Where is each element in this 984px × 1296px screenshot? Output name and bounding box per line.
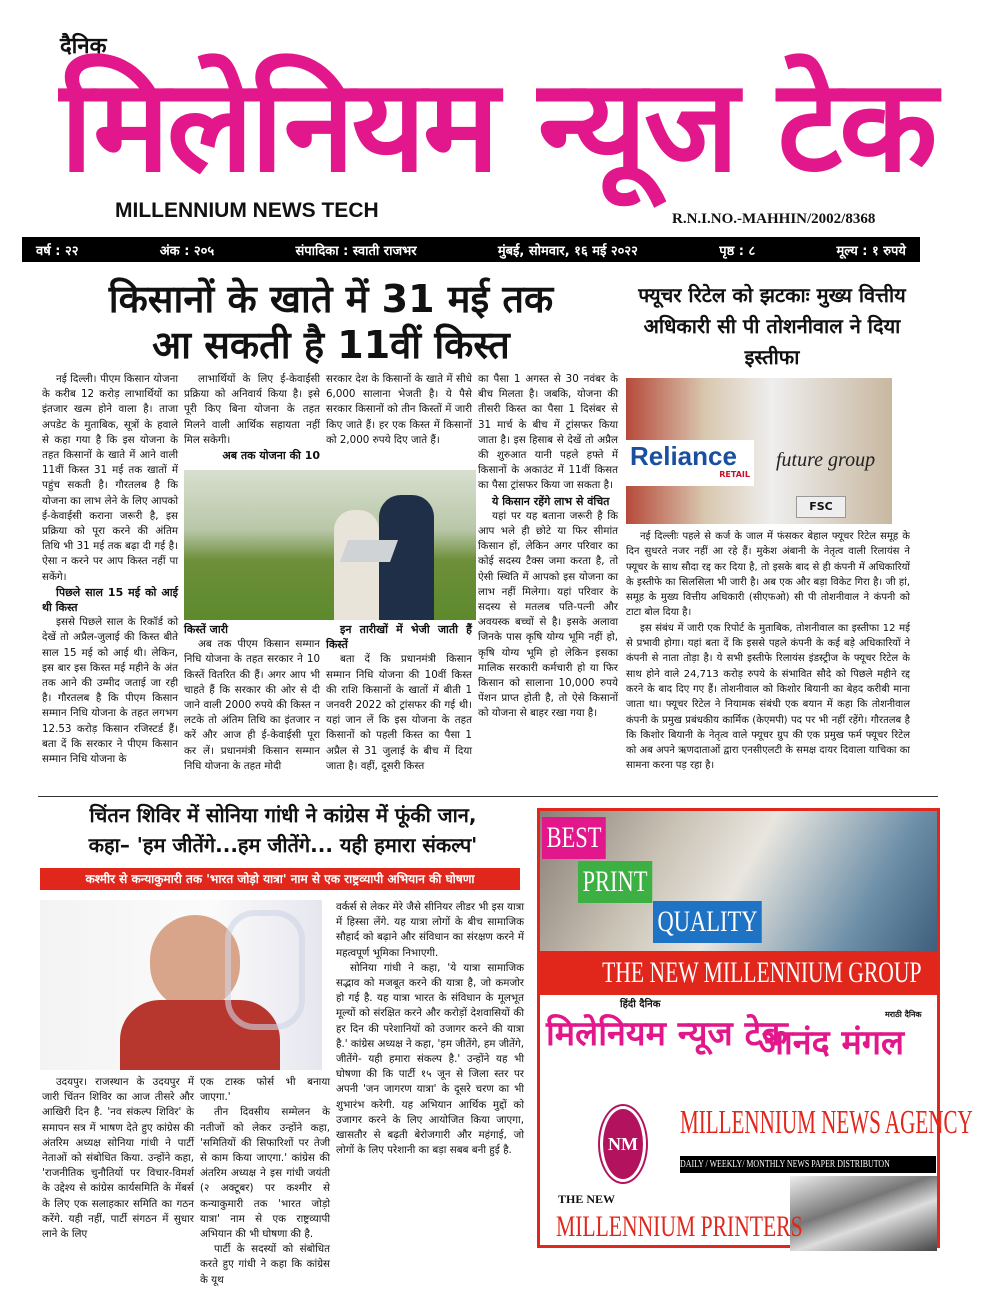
ad-best-label: BEST <box>542 817 606 859</box>
subheading: ये किसान रहेंगे लाभ से वंचित <box>492 494 610 508</box>
sonia-headline <box>38 800 528 860</box>
future-retail-headline: फ्यूचर रिटेल को झटकाः मुख्य वित्तीय अधिकारी सी पी तोशनीवाल ने दिया इस्तीफा <box>638 283 906 369</box>
issue: अंक : २०५ <box>159 243 215 259</box>
kisan-column-3-top <box>326 372 472 462</box>
page-number: पृष्ठ : ८ <box>719 243 756 259</box>
paragraph: का पैसा 1 अगस्त से 30 नवंबर के बीच मिलता है। जबकि, योजना की तीसरी किस्त का पैसा 1 दिसंबर से 31 मार्च के बीच में ट्रांसफर किया जाता है। इस हिसाब से देखें तो अप्रैल की शुरुआत यानी पहले हफ्ते में किसानों के अकाउंट में 11वीं किसत का पैसा ट्रांसफर किया जा सकता है। <box>478 373 618 492</box>
year: वर्ष : २२ <box>36 243 79 259</box>
rni-number: R.N.I.NO.-MAHHIN/2002/8368 <box>672 211 876 227</box>
masthead-daily-label: दैनिक <box>60 34 107 59</box>
ad-group-banner <box>540 951 937 995</box>
ad-news-agency: MILLENNIUM NEWS AGENCY <box>680 1104 973 1141</box>
ad-printers-prefix: THE NEW <box>558 1192 616 1206</box>
paragraph: इससे पिछले साल के रिकॉर्ड को देखें तो अप्रैल-जुलाई की किस्त बीते साल 15 मई को आई थी। लेकिन, इस बार इस किस्त मई महीने के अंत तक आने की उम्मीद जताई जा रही है। गौरतलब है कि पीएम किसान सम्मान निधि योजना के तहत लगभग 12.53 करोड़ किसान रजिस्टर्ड हैं। बता दें कि सरकार ने पीएम किसान सम्मान निधि योजना के <box>42 616 178 766</box>
sonia-headline-line-2: कहा– 'हम जीतेंगे...हम जीतेंगे... यही हमारा संकल्प' <box>88 833 478 857</box>
subheading: इन तारीखों में भेजी जाती हैं किस्तें <box>326 623 472 652</box>
paragraph: वर्कर्स से लेकर मेरे जैसे सीनियर लीडर भी इस यात्रा में हिस्सा लेंगे. यह यात्रा लोगों के बीच सामाजिक सौहार्द को बढ़ाने और संविधान का संरक्षण करने में महत्वपूर्ण भूमिका निभाएगी. <box>336 901 524 959</box>
ad-marathi-daily-label: मराठी दैनिक <box>885 1010 922 1019</box>
sonia-gandhi-photo <box>40 900 322 1070</box>
paragraph: सोनिया गांधी ने कहा, 'ये यात्रा सामाजिक सद्भाव को मजबूत करने की यात्रा है, जो कमजोर हो गई है. यह यात्रा भारत के संविधान के मूलभूत मूल्यों को संरक्षित करने और करोड़ों देशवासियों की हर दिन की परेशानियों को उजागर करने की यात्रा है.' कांग्रेस अध्यक्ष ने कहा, 'हम जीतेंगे, हम जीतेंगे, जीतेंगे- यही हमारा संकल्प है.' उन्होंने यह भी घोषणा की कि पार्टी १५ जून से जिला स्तर पर अपनी 'जन जागरण यात्रा' के दूसरे चरण का भी शुभारंभ करेगी. यह अभियान आर्थिक मुद्दों को उजागर करने के लिए आयोजित किया जाएगा, खासतौर से बढ़ती बेरोजगारी और महंगाई, जो लोगों के लिए परेशानी का बड़ा सबब बनी हुई है. <box>336 961 524 1157</box>
sonia-column-1 <box>42 1075 194 1255</box>
ad-agency-tag-bar <box>680 1156 936 1173</box>
farmer-figure <box>334 510 379 620</box>
price: मूल्य : १ रुपये <box>836 243 906 259</box>
kisan-headline-line-1: किसानों के खाते में 31 मई तक <box>108 277 554 321</box>
kisan-headline <box>40 276 622 368</box>
reliance-logo-text: Reliance <box>630 441 737 471</box>
paragraph: पार्टी के सदस्यों को संबोधित करते हुए गांधी ने कहा कि कांग्रेस के यूथ <box>200 1243 330 1286</box>
subheading: किस्तें जारी <box>184 623 229 636</box>
sonia-subheadline: कश्मीर से कन्याकुमारी तक 'भारत जोड़ो यात्रा' नाम से एक राष्ट्रव्यापी अभियान की घोषणा <box>40 868 520 890</box>
future-retail-body <box>626 529 910 791</box>
paragraph: सरकार देश के किसानों के खाते में सीधे 6,000 सालाना भेजती है। ये पैसे सरकार किसानों को तीन किस्तों में जारी किए जाते हैं। हर एक किस्त में किसानों को 2,000 रुपये दिए जाते हैं। <box>326 373 472 446</box>
ad-print-label: PRINT <box>578 861 652 903</box>
subheading: पिछले साल 15 मई को आई थी किस्त <box>42 585 178 615</box>
paragraph: यहां पर यह बताना जरूरी है कि आप भले ही छोटे या फिर सीमांत किसान हों, लेकिन अगर परिवार का कोई सदस्य टैक्स जमा करता है, तो ऐसी स्थिति में आपको इस योजना का लाभ नहीं मिलेगा। यहां परिवार के सदस्य से मतलब पति-पत्नी और अवयस्क बच्चों से है। इसके अलावा जिनके पास कृषि योग्य भूमि नहीं हो, कृषि योग्य भूमि हो लेकिन इसका मालिक सरकारी कर्मचारी हो या फिर किसान को सालाना 10,000 रुपये पेंशन प्राप्त होती है, तो ऐसे किसानों को योजना से बाहर रखा गया है। <box>478 509 618 720</box>
paragraph: अब तक पीएम किसान सम्मान निधि योजना के तहत सरकार ने 10 किस्तें वितरित की हैं। अगर आप भी चाहते हैं कि सरकार की ओर से दी जाने वाली 2000 रुपये की किस्त न लटके तो अंतिम तिथि का इंतजार न करें और आज ही ई-केवाईसी पूरा कर लें। प्रधानमंत्री किसान सम्मान निधि योजना के तहत मोदी <box>184 638 320 772</box>
kisan-column-2-bottom <box>184 622 320 790</box>
retail-logo-text: RETAIL <box>719 470 750 479</box>
sonia-headline-line-1: चिंतन शिविर में सोनिया गांधी ने कांग्रेस में फूंकी जान, <box>89 803 477 827</box>
reliance-logo <box>626 440 754 486</box>
masthead-english-title: MILLENNIUM NEWS TECH <box>115 199 379 222</box>
paragraph: तीन दिवसीय सम्मेलन के नतीजों को लेकर उन्होंने कहा, 'समितियों की सिफारिशों पर तेजी से काम किया जाएगा.' कांग्रेस की अंतरिम अध्यक्ष ने इस गांधी जयंती (२ अक्टूबर) पर कश्मीर से कन्याकुमारी तक 'भारत जोड़ो यात्रा' नाम से एक राष्ट्रव्यापी अभियान की भी घोषणा की है. <box>200 1106 330 1241</box>
paragraph: नई दिल्ली। पीएम किसान योजना के करीब 12 करोड़ लाभार्थियों का इंतजार खत्म होने वाला है। ताजा अपडेट के मुताबिक, सूत्रों के हवाले से कहा गया है कि इस योजना के तहत किसानों के खाते में आने वाली 11वीं किस्त 31 मई तक खातों में पहुंच सकती है। गौरतलब है कि योजना का लाभ लेने के लिए आपको ई-केवाईसी कराना जरूरी है, इस प्रक्रिया को पूरा करने की अंतिम तिथि भी 31 मई तक बढ़ा दी गई है। ऐसा न करने पर आप किस्त नहीं पा सकेंगे। <box>42 373 178 583</box>
ad-hindi-daily-label: हिंदी दैनिक <box>620 999 661 1010</box>
ad-quality-label: QUALITY <box>653 901 762 943</box>
newspaper-stack-photo <box>790 1176 937 1251</box>
ad-printers-name: MILLENNIUM PRINTERS <box>556 1210 803 1243</box>
kisan-headline-line-2: आ सकती है 11वीं किस्त <box>152 323 510 367</box>
sonia-column-2 <box>200 1075 330 1286</box>
ad-paper-anand-mangal: आनंद मंगल <box>758 1023 905 1063</box>
ad-paper-millennium-news-tech: मिलेनियम न्यूज टेक <box>546 1014 788 1054</box>
kisan-column-4 <box>478 372 618 790</box>
kisan-column-2-top <box>184 372 320 470</box>
editor: संपादिका : स्वाती राजभर <box>295 243 417 259</box>
kisan-column-3-bottom <box>326 622 472 790</box>
paragraph: एक टास्क फोर्स भी बनाया जाएगा.' <box>200 1076 330 1104</box>
fsc-sign: FSC <box>796 496 846 518</box>
hand-symbol-backdrop <box>225 910 305 1030</box>
paragraph: नई दिल्लीः पहले से कर्ज के जाल में फंसकर बेहाल फ्यूचर रिटेल समूह के दिन सुधरते नजर नहीं आ रहे हैं। मुकेश अंबानी के नेतृत्व वाली रिलायंस ने फ्यूचर के साथ सौदा रद्द कर दिया है, तो इसके बाद से ही कंपनी में अधिकारियों के इस्तीफे का सिलसिला भी जारी है। अब एक और बड़ा विकेट गिरा है। जी हां, समूह के मुख्य वित्तीय अधिकारी (सीएफओ) सी पी तोशनीवाल ने कंपनी को टाटा बोल दिया है। <box>626 531 910 619</box>
date: मुंबई, सोमवार, १६ मई २०२२ <box>497 243 638 259</box>
ad-nm-logo: NM <box>600 1106 646 1182</box>
ad-agency-tag: DAILY / WEEKLY/ MONTHLY NEWS PAPER DISTRIBUTON <box>680 1158 890 1170</box>
info-bar <box>22 237 920 262</box>
sonia-column-3 <box>336 900 524 1255</box>
kisan-column-1 <box>42 372 178 790</box>
reliance-future-photo <box>626 378 892 524</box>
subheading: अब तक योजना की 10 <box>222 449 320 463</box>
ad-group-name: THE NEW MILLENNIUM GROUP <box>602 956 922 989</box>
masthead-title: मिलेनियम न्यूज टेक <box>60 52 935 201</box>
farmers-photo <box>184 470 476 620</box>
paragraph: उदयपुर। राजस्थान के उदयपुर में जारी चिंतन शिविर का आज तीसरे और आखिरी दिन है. 'नव संकल्प शिविर' के समापन सत्र में भाषण देते हुए कांग्रेस की अंतरिम अध्यक्ष सोनिया गांधी ने पार्टी नेताओं को संबोधित किया. उन्होंने कहा, 'राजनीतिक चुनौतियों पर विचार-विमर्श के उद्देश्य से कांग्रेस कार्यसमिति के मेंबर्स के लिए एक सलाहकार समिति का गठन करेंगे. यही नहीं, पार्टी संगठन में सुधार लाने के लिए <box>42 1076 194 1241</box>
paragraph: इस संबंध में जारी एक रिपोर्ट के मुताबिक, तोशनीवाल का इस्तीफा 12 मई से प्रभावी होगा। यहां बता दें कि इससे पहले कंपनी के कई बड़े अधिकारियों ने कंपनी से नाता तोड़ा है। ये सभी इस्तीफे रिलायंस इंडस्ट्रीज के फ्यूचर रिटेल के साथ होने वाले 24,713 करोड़ रुपये के संभावित सौदे को पिछले महीने रद्द करने के बाद दिए गए हैं। तोशनीवाल को किशोर बियानी का बेहद करीबी माना जाता था। फ्यूचर रिटेल ने नियामक संबंधी एक बयान में कहा कि तोशनीवाल कंपनी के प्रमुख प्रबंधकीय कार्मिक (केएमपी) पद पर भी नहीं रहेंगे। गौरतलब है कि किशोर बियानी के नेतृत्व वाले फ्यूचर ग्रुप की एक प्रमुख फर्म फ्यूचर रिटेल को अब अपने ऋणदाताओं द्वारा एनसीएलटी के समक्ष दायर दिवाला याचिका का सामना करना पड़ रहा है। <box>626 622 910 772</box>
future-group-logo: future group <box>776 449 876 471</box>
paragraph: लाभार्थियों के लिए ई-केवाईसी प्रक्रिया को अनिवार्य किया है। इसे पूरी किए बिना योजना के तहत मिलने वाली आर्थिक सहायता नहीं मिल सकेगी। <box>184 373 320 446</box>
millennium-group-advertisement[interactable] <box>537 808 973 1248</box>
laptop <box>340 540 398 562</box>
paragraph: बता दें कि प्रधानमंत्री किसान सम्मान निधि योजना की 10वीं किस्त की राशि किसानों के खातों में बीती 1 जनवरी 2022 को ट्रांसफर की गई थी। यहां जान लें कि इस योजना के तहत किसानों को पहली किस्त का पैसा 1 अप्रैल से 31 जुलाई के बीच में दिया जाता है। वहीं, दूसरी किस्त <box>326 653 472 772</box>
divider <box>38 796 938 797</box>
